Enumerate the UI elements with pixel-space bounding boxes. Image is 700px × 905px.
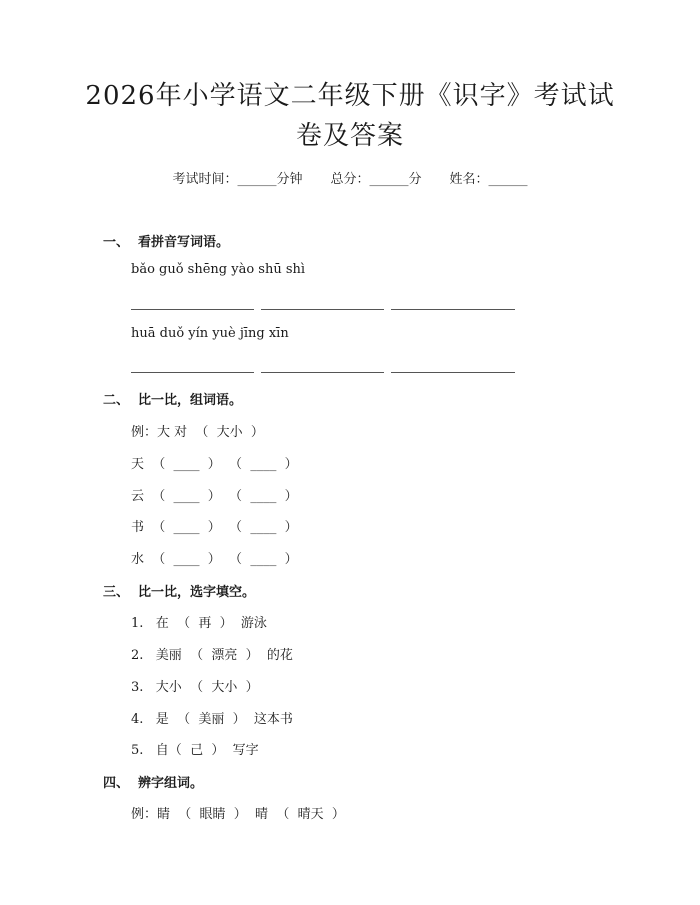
student-name: 姓名：______	[449, 172, 528, 187]
list-item: 2. 美丽 （ 漂亮 ） 的花	[131, 648, 293, 663]
list-item: 水 （ ____ ） （ ____ ）	[131, 552, 298, 567]
title-line-2: 卷及答案	[295, 121, 404, 151]
list-item: 天 （ ____ ） （ ____ ）	[131, 457, 298, 472]
answer-blank[interactable]	[131, 309, 254, 310]
section-4-heading: 四、 辨字组词。	[103, 776, 204, 791]
total-score: 总分：______分	[330, 172, 422, 187]
list-item: 4. 是 （ 美丽 ） 这本书	[131, 712, 293, 727]
list-item: 5. 自（ 己 ） 写字	[131, 743, 259, 758]
exam-meta	[0, 168, 700, 187]
list-item: 云 （ ____ ） （ ____ ）	[131, 489, 298, 504]
section-1-heading: 一、 看拼音写词语。	[103, 235, 230, 250]
title-line-1: 2026年小学语文二年级下册《识字》考试试	[85, 81, 615, 111]
list-item: 例：大 对 （ 大小 ）	[131, 425, 264, 440]
list-item: 1. 在 （ 再 ） 游泳	[131, 616, 267, 631]
pinyin-line-2: huā duǒ yín yuè jīng xīn	[131, 326, 289, 341]
list-item: 3. 大小 （ 大小 ）	[131, 680, 259, 695]
section-3-heading: 三、 比一比，选字填空。	[103, 585, 256, 600]
list-item: 书 （ ____ ） （ ____ ）	[131, 520, 298, 535]
pinyin-line-1: bǎo guǒ shēng yào shū shì	[131, 262, 306, 277]
answer-blank[interactable]	[391, 309, 515, 310]
answer-blank[interactable]	[261, 309, 384, 310]
answer-blank[interactable]	[261, 372, 384, 373]
answer-blank[interactable]	[131, 372, 254, 373]
exam-time: 考试时间：______分钟	[172, 172, 303, 187]
section-2-heading: 二、 比一比，组词语。	[103, 393, 243, 408]
page-title	[80, 76, 620, 156]
list-item: 例：睛 （ 眼睛 ） 晴 （ 晴天 ）	[131, 807, 345, 822]
answer-blank[interactable]	[391, 372, 515, 373]
